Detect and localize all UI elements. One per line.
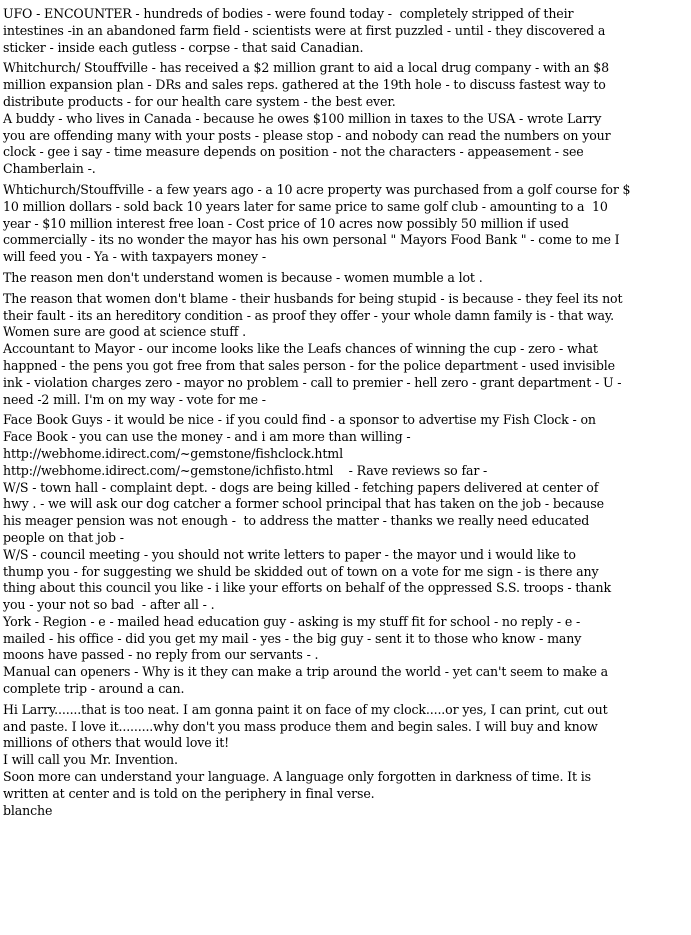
text-line: 10 million dollars - sold back 10 years later for same price to same golf club - amounting to a 10 bbox=[3, 198, 608, 214]
paragraph bbox=[3, 270, 687, 287]
text-line: million expansion plan - DRs and sales reps. gathered at the 19th hole - to discuss fastest way to bbox=[3, 77, 606, 93]
paragraph bbox=[3, 547, 687, 614]
text-line: will feed you - Ya - with taxpayers money - bbox=[3, 249, 266, 265]
text-line: blanche bbox=[3, 802, 53, 818]
text-line: people on that job - bbox=[3, 529, 124, 545]
text-line: complete trip - around a can. bbox=[3, 681, 185, 697]
paragraph bbox=[3, 412, 687, 479]
text-line: Hi Larry.......that is too neat. I am gonna paint it on face of my clock.....or yes, I can print, cut out bbox=[3, 701, 608, 717]
text-line: need -2 mill. I'm on my way - vote for me - bbox=[3, 391, 266, 407]
text-line: intestines -in an abandoned farm field - scientists were at first puzzled - until - they discovered a bbox=[3, 22, 606, 38]
paragraph bbox=[3, 291, 687, 341]
text-line: http://webhome.idirect.com/~gemstone/ichfisto.html - Rave reviews so far - bbox=[3, 462, 488, 478]
text-line: written at center and is told on the periphery in final verse. bbox=[3, 785, 375, 801]
text-line: hwy . - we will ask our dog catcher a former school principal that has taken on the job - because bbox=[3, 496, 604, 512]
text-line: sticker - inside each gutless - corpse - that said Canadian. bbox=[3, 39, 364, 55]
text-line: thump you - for suggesting we shuld be skidded out of town on a vote for me sign - is there any bbox=[3, 563, 599, 579]
text-line: you are offending many with your posts - please stop - and nobody can read the numbers on your bbox=[3, 127, 611, 143]
text-line: The reason that women don't blame - their husbands for being stupid - is because - they feel its not bbox=[3, 290, 623, 306]
text-line: W/S - town hall - complaint dept. - dogs are being killed - fetching papers delivered at center of bbox=[3, 479, 599, 495]
text-line: Chamberlain -. bbox=[3, 161, 96, 177]
paragraph bbox=[3, 182, 687, 266]
text-line: UFO - ENCOUNTER - hundreds of bodies - were found today - completely stripped of their bbox=[3, 6, 574, 21]
text-line: you - your not so bad - after all - . bbox=[3, 597, 215, 613]
text-line: Whtichurch/Stouffville - a few years ago - a 10 acre property was purchased from a golf course for $ bbox=[3, 181, 631, 197]
paragraph bbox=[3, 614, 687, 664]
text-line: http://webhome.idirect.com/~gemstone/fishclock.html bbox=[3, 445, 343, 461]
text-line: his meager pension was not enough - to address the matter - thanks we really need educated bbox=[3, 513, 590, 529]
text-line: millions of others that would love it! bbox=[3, 735, 230, 751]
text-line: commercially - its no wonder the mayor has his own personal " Mayors Food Bank " - come to me I bbox=[3, 232, 620, 248]
text-line: Face Book Guys - it would be nice - if you could find - a sponsor to advertise my Fish Clock - on bbox=[3, 412, 596, 428]
text-line: their fault - its an hereditory condition - as proof they offer - your whole damn family is - that way. bbox=[3, 307, 615, 323]
text-line: Soon more can understand your language. A language only forgotten in darkness of time. It is bbox=[3, 769, 591, 785]
text-line: distribute products - for our health care system - the best ever. bbox=[3, 93, 396, 109]
text-line: Whitchurch/ Stouffville - has received a $2 million grant to aid a local drug company - with an $8 bbox=[3, 60, 610, 76]
paragraph bbox=[3, 480, 687, 547]
paragraph bbox=[3, 60, 687, 110]
paragraph bbox=[3, 6, 687, 56]
text-line: happned - the pens you got free from that sales person - for the police department - used invisible bbox=[3, 357, 615, 373]
text-line: Accountant to Mayor - our income looks like the Leafs chances of winning the cup - zero - what bbox=[3, 341, 598, 357]
text-line: Women sure are good at science stuff . bbox=[3, 324, 246, 340]
text-line: W/S - council meeting - you should not write letters to paper - the mayor und i would like to bbox=[3, 546, 576, 562]
text-line: year - $10 million interest free loan - Cost price of 10 acres now possibly 50 million if used bbox=[3, 215, 569, 231]
text-line: Face Book - you can use the money - and i am more than willing - bbox=[3, 429, 411, 445]
document-body bbox=[3, 6, 687, 819]
paragraph bbox=[3, 702, 687, 820]
paragraph bbox=[3, 341, 687, 408]
text-line: I will call you Mr. Invention. bbox=[3, 752, 178, 768]
text-line: York - Region - e - mailed head education guy - asking is my stuff fit for school - no reply - e - bbox=[3, 613, 581, 629]
text-line: ink - violation charges zero - mayor no problem - call to premier - hell zero - grant department - U - bbox=[3, 374, 622, 390]
text-line: clock - gee i say - time measure depends on position - not the characters - appeasement - see bbox=[3, 144, 584, 160]
text-line: mailed - his office - did you get my mail - yes - the big guy - sent it to those who know - many bbox=[3, 630, 582, 646]
text-line: and paste. I love it.........why don't you mass produce them and begin sales. I will buy and know bbox=[3, 718, 598, 734]
text-line: moons have passed - no reply from our servants - . bbox=[3, 647, 319, 663]
paragraph bbox=[3, 111, 687, 178]
text-line: A buddy - who lives in Canada - because he owes $100 million in taxes to the USA - wrote Larry bbox=[3, 110, 602, 126]
text-line: thing about this council you like - i like your efforts on behalf of the oppressed S.S. troops - thank bbox=[3, 580, 611, 596]
text-line: Manual can openers - Why is it they can make a trip around the world - yet can't seem to make a bbox=[3, 664, 608, 680]
paragraph bbox=[3, 664, 687, 698]
text-line: The reason men don't understand women is because - women mumble a lot . bbox=[3, 269, 483, 285]
